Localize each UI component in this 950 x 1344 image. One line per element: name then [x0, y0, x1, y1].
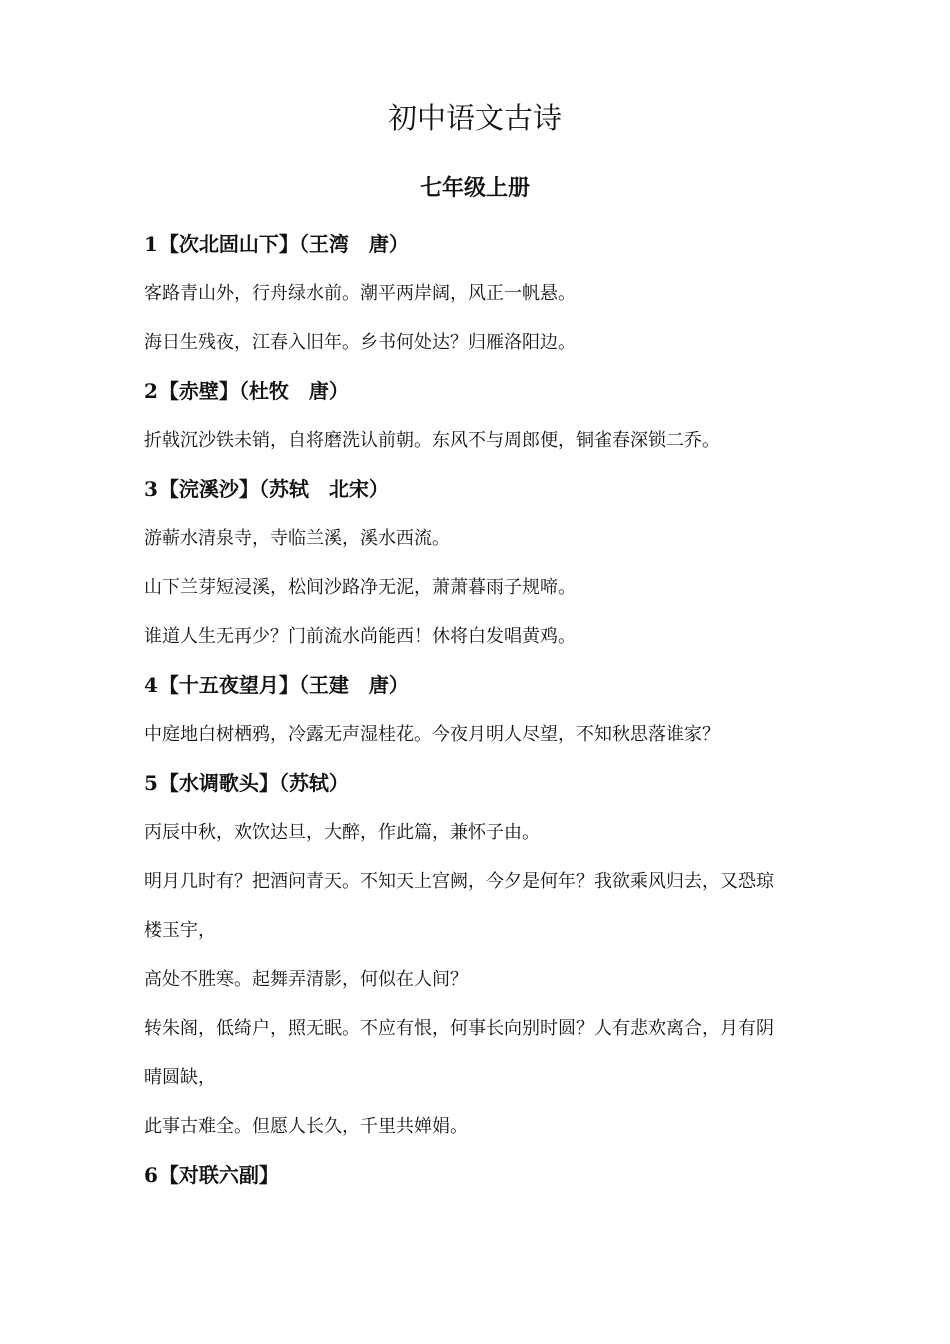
poem-line: 楼玉宇， [144, 920, 216, 941]
poem-heading [144, 1157, 824, 1194]
poem-line: 游蕲水清泉寺，寺临兰溪，溪水西流。 [144, 528, 450, 549]
poem-title: 【浣溪沙】（苏轼 北宋） [158, 477, 389, 501]
poem-line: 客路青山外，行舟绿水前。潮平两岸阔，风正一帆悬。 [144, 283, 576, 304]
poem-title: 【赤壁】（杜牧 唐） [158, 379, 349, 403]
poem-number: 4 [144, 673, 158, 697]
poem-heading [144, 667, 824, 704]
poem-title: 【对联六副】 [158, 1163, 279, 1187]
poem-number: 6 [144, 1163, 158, 1187]
section-title: 七年级上册 [419, 176, 530, 201]
poem-line: 海日生残夜，江春入旧年。乡书何处达？归雁洛阳边。 [144, 332, 576, 353]
poem-heading [144, 373, 824, 410]
poem-number: 2 [144, 379, 158, 403]
poem-line: 晴圆缺， [144, 1067, 216, 1088]
poem-line: 中庭地白树栖鸦，冷露无声湿桂花。今夜月明人尽望，不知秋思落谁家？ [144, 724, 720, 745]
poem-title: 【十五夜望月】（王建 唐） [158, 673, 409, 697]
poem-number: 1 [144, 232, 158, 256]
poem-heading [144, 765, 824, 802]
poem-number: 3 [144, 477, 158, 501]
poem-number: 5 [144, 771, 158, 795]
poem-line: 高处不胜寒。起舞弄清影，何似在人间？ [144, 969, 468, 990]
poem-list [144, 226, 824, 1206]
poem-heading [144, 471, 824, 508]
poem-line: 山下兰芽短浸溪，松间沙路净无泥，萧萧暮雨子规啼。 [144, 577, 576, 598]
poem-line: 谁道人生无再少？门前流水尚能西！休将白发唱黄鸡。 [144, 626, 576, 647]
poem-title: 【水调歌头】（苏轼） [158, 771, 349, 795]
poem-line: 转朱阁，低绮户，照无眠。不应有恨，何事长向别时圆？人有悲欢离合，月有阴 [144, 1018, 774, 1039]
poem-title: 【次北固山下】（王湾 唐） [158, 232, 409, 256]
poem-line: 此事古难全。但愿人长久，千里共婵娟。 [144, 1116, 468, 1137]
poem-line: 明月几时有？把酒问青天。不知天上宫阙，今夕是何年？我欲乘风归去，又恐琼 [144, 871, 774, 892]
poem-heading [144, 226, 824, 263]
poem-line: 丙辰中秋，欢饮达旦，大醉，作此篇，兼怀子由。 [144, 822, 540, 843]
document-title: 初中语文古诗 [387, 101, 562, 135]
poem-line: 折戟沉沙铁未销，自将磨洗认前朝。东风不与周郎便，铜雀春深锁二乔。 [144, 430, 720, 451]
